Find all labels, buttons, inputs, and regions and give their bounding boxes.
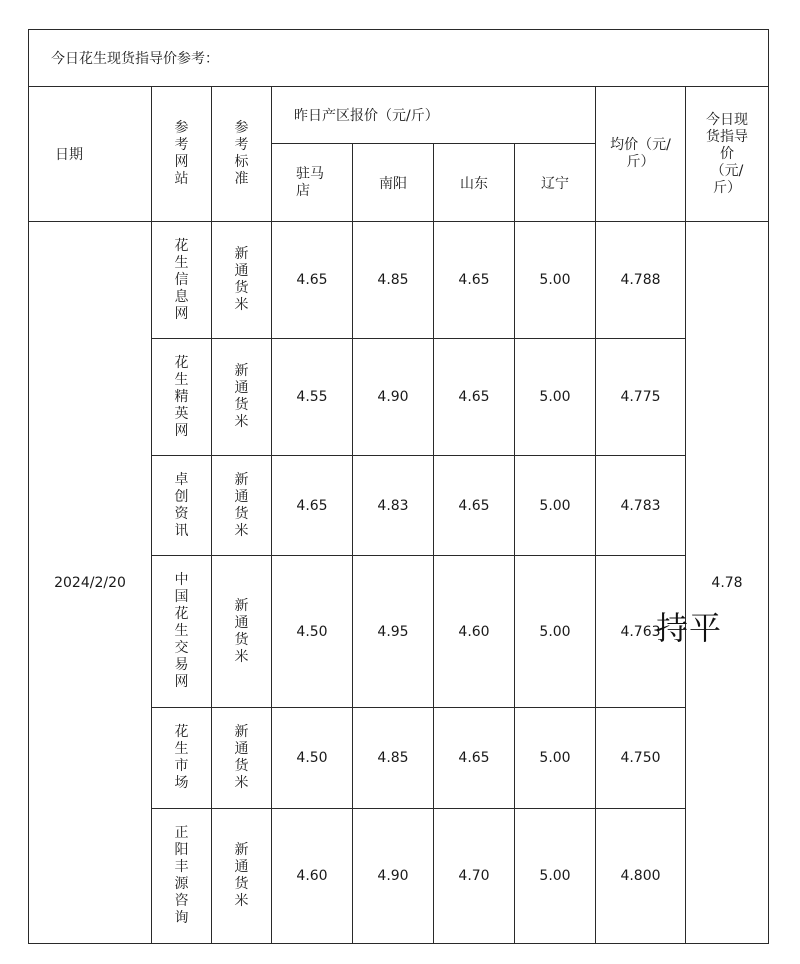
- standard-label: 新通货米: [234, 842, 249, 909]
- header-today: [686, 87, 769, 222]
- site-cell: [152, 708, 212, 809]
- standard-cell: [212, 222, 272, 339]
- price-cell: 4.85: [353, 708, 434, 809]
- table-title: 今日花生现货指导价参考：: [29, 30, 769, 87]
- price-cell: 4.70: [434, 809, 515, 944]
- price-cell: 4.60: [434, 556, 515, 708]
- status-text: 持平: [656, 609, 723, 647]
- site-label: 花生信息网: [174, 237, 189, 322]
- standard-cell: [212, 339, 272, 456]
- header-avg-label: 均价（元/斤）: [610, 137, 671, 170]
- price-cell: 5.00: [515, 809, 596, 944]
- price-cell: 4.65: [272, 222, 353, 339]
- header-row: [29, 87, 769, 144]
- price-cell: 4.95: [353, 556, 434, 708]
- today-price-cell: 4.78: [686, 222, 769, 944]
- table-row: [29, 222, 769, 339]
- price-cell: 4.60: [272, 809, 353, 944]
- title-row: [29, 30, 769, 87]
- date-cell: 2024/2/20: [29, 222, 152, 944]
- avg-cell: 4.788: [596, 222, 686, 339]
- header-today-label: 今日现货指导价（元/斤）: [706, 111, 749, 196]
- header-avg: [596, 87, 686, 222]
- avg-cell: 4.763: [596, 556, 686, 708]
- header-standard: [212, 87, 272, 222]
- header-region-zhumadian: [272, 144, 353, 222]
- avg-cell: 4.800: [596, 809, 686, 944]
- site-cell: [152, 456, 212, 556]
- site-cell: [152, 809, 212, 944]
- avg-cell: 4.775: [596, 339, 686, 456]
- price-cell: 5.00: [515, 222, 596, 339]
- header-region-nanyang: 南阳: [353, 144, 434, 222]
- header-region-liaoning: 辽宁: [515, 144, 596, 222]
- price-cell: 4.55: [272, 339, 353, 456]
- price-cell: 4.90: [353, 339, 434, 456]
- avg-cell: 4.750: [596, 708, 686, 809]
- standard-cell: [212, 456, 272, 556]
- header-site-label: 参考网站: [174, 120, 189, 187]
- site-cell: [152, 222, 212, 339]
- standard-label: 新通货米: [234, 597, 249, 665]
- region-label: 驻马店: [296, 165, 324, 199]
- price-cell: 4.65: [434, 708, 515, 809]
- site-label: 花生市场: [174, 724, 189, 791]
- price-cell: 5.00: [515, 556, 596, 708]
- standard-label: 新通货米: [234, 246, 249, 313]
- price-cell: 4.85: [353, 222, 434, 339]
- header-region-group: 昨日产区报价（元/斤）: [272, 87, 596, 144]
- price-cell: 4.50: [272, 556, 353, 708]
- price-cell: 4.65: [434, 456, 515, 556]
- site-label: 卓创资讯: [174, 471, 189, 539]
- standard-cell: [212, 708, 272, 809]
- price-cell: 5.00: [515, 456, 596, 556]
- price-cell: 4.65: [272, 456, 353, 556]
- header-date: [29, 87, 152, 222]
- header-region-shandong: 山东: [434, 144, 515, 222]
- price-cell: 4.50: [272, 708, 353, 809]
- site-label: 正阳丰源咨询: [174, 825, 189, 926]
- site-cell: [152, 556, 212, 708]
- site-label: 花生精英网: [174, 354, 189, 439]
- avg-cell: 4.783: [596, 456, 686, 556]
- price-cell: 5.00: [515, 339, 596, 456]
- price-cell: 4.83: [353, 456, 434, 556]
- standard-cell: [212, 556, 272, 708]
- site-cell: [152, 339, 212, 456]
- price-cell: 5.00: [515, 708, 596, 809]
- standard-label: 新通货米: [234, 724, 249, 791]
- site-label: 中国花生交易网: [174, 572, 189, 690]
- standard-cell: [212, 809, 272, 944]
- price-cell: 4.90: [353, 809, 434, 944]
- standard-label: 新通货米: [234, 471, 249, 539]
- header-standard-label: 参考标准: [234, 120, 249, 187]
- header-site: [152, 87, 212, 222]
- price-table: [28, 29, 769, 944]
- price-cell: 4.65: [434, 339, 515, 456]
- standard-label: 新通货米: [234, 363, 249, 430]
- price-cell: 4.65: [434, 222, 515, 339]
- header-date-label: 日期: [55, 147, 83, 163]
